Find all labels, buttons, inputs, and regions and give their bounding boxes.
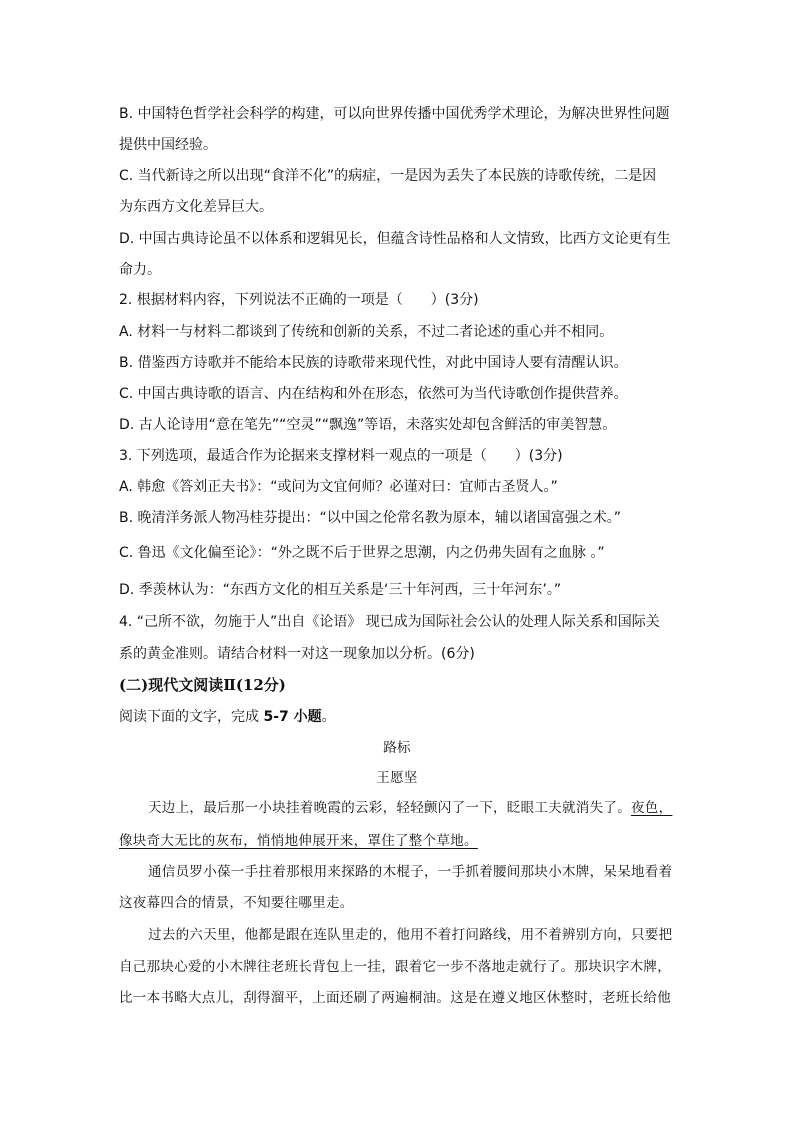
story-author: 王愿坚 [376, 770, 418, 786]
q1-option-c-line2: 为东西方文化差异巨大。 [119, 199, 273, 215]
q1-option-b-line1: B. 中国特色哲学社会科学的构建，可以向世界传播中国优秀学术理论，为解决世界性问题 [119, 106, 670, 122]
q3-stem: 3. 下列选项，最适合作为论据来支撑材料一观点的一项是（ ）(3分) [119, 448, 563, 464]
story-p3-line3: 比一本书略大点儿，刮得溜平，上面还刷了两遍桐油。这是在遵义地区休整时，老班长给他 [119, 990, 671, 1006]
story-title: 路标 [383, 740, 411, 756]
q2-option-a: A. 材料一与材料二都谈到了传统和创新的关系，不过二者论述的重心并不相同。 [119, 324, 614, 340]
q1-option-c-line1: C. 当代新诗之所以出现“食洋不化”的病症，一是因为丢失了本民族的诗歌传统，二是因 [119, 168, 657, 184]
q1-option-d-line1: D. 中国古典诗论虽不以体系和逻辑见长，但蕴含诗性品格和人文情致，比西方文论更有生 [119, 231, 671, 247]
q2-option-d: D. 古人论诗用“意在笔先”“空灵”“飘逸”等语，未落实处却包含鲜活的审美智慧。 [119, 417, 617, 433]
instruction-question-range: 5-7 小题 [263, 709, 322, 725]
story-p3-line1: 过去的六天里，他都是跟在连队里走的，他用不着打问路线，用不着辨别方向，只要把 [148, 927, 673, 943]
q1-option-d-line2: 命力。 [119, 262, 161, 278]
section-heading: (二)现代文阅读Ⅱ(12分) [119, 676, 286, 694]
q3-option-d: D. 季羡林认为：“东西方文化的相互关系是‘三十年河西，三十年河东’。” [119, 582, 562, 598]
story-p3-line2: 自己那块心爱的小木牌往老班长背包上一挂，跟着它一步不落地走就行了。那块识字木牌， [119, 959, 671, 975]
q2-option-c: C. 中国古典诗歌的语言、内在结构和外在形态，依然可为当代诗歌创作提供营养。 [119, 386, 628, 402]
q2-stem: 2. 根据材料内容，下列说法不正确的一项是（ ）(3分) [119, 292, 479, 308]
q1-option-b-line2: 提供中国经验。 [119, 137, 217, 153]
q3-option-a: A. 韩愈《答刘正夫书》：“或问为文宜何师？必谨对曰：宜师古圣贤人。” [119, 479, 558, 495]
q2-option-b: B. 借鉴西方诗歌并不能给本民族的诗歌带来现代性，对此中国诗人要有清醒认识。 [119, 355, 628, 371]
instruction-suffix: 。 [321, 709, 336, 725]
q3-option-b: B. 晚清洋务派人物冯桂芬提出：“以中国之伦常名教为原本，辅以诸国富强之术。” [119, 510, 622, 526]
instruction-prefix: 阅读下面的文字，完成 [119, 709, 264, 725]
section-instruction [119, 708, 336, 726]
q4-line1: 4. “己所不欲，勿施于人”出自《论语》 现已成为国际社会公认的处理人际关系和国际关 [119, 614, 660, 630]
story-p1-line2: 像块奇大无比的灰布，悄悄地伸展开来，罩住了整个草地。 [119, 833, 478, 849]
story-p2-line1: 通信员罗小葆一手拄着那根用来探路的木棍子，一手抓着腰间那块小木牌，呆呆地看着 [148, 864, 673, 880]
story-p1-text: 天边上，最后那一小块挂着晚霞的云彩，轻轻颤闪了一下，眨眼工夫就消失了。 [148, 800, 631, 816]
q4-line2: 系的黄金准则。请结合材料一对这一现象加以分析。(6分) [119, 646, 475, 662]
q3-option-c: C. 鲁迅《文化偏至论》：“外之既不后于世界之思潮，内之仍弗失固有之血脉 。” [119, 545, 605, 561]
story-p2-line2: 这夜幕四合的情景，不知要往哪里走。 [119, 895, 354, 911]
story-p1-line1 [148, 799, 672, 817]
story-p1-underlined: 夜色， [631, 800, 673, 816]
